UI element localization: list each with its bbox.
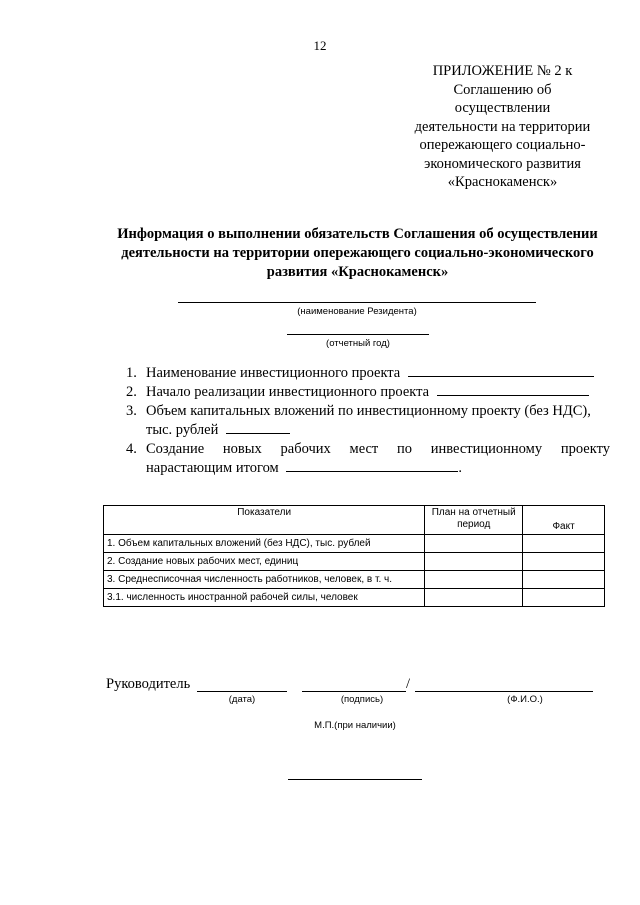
signature-separator: / <box>406 676 411 692</box>
appendix-line: опережающего социально- <box>419 137 586 153</box>
item-text: тыс. рублей <box>146 422 219 438</box>
document-title <box>100 225 615 282</box>
item-word: инвестиционному <box>430 441 543 457</box>
indicator-name: 2. Создание новых рабочих мест, единиц <box>104 553 425 571</box>
fact-cell[interactable] <box>523 571 605 589</box>
date-line <box>197 691 287 692</box>
item-number: 3. <box>126 403 137 419</box>
item-text: Объем капитальных вложений по инвестиционному проекту (без НДС), <box>146 403 591 419</box>
list-item <box>110 440 610 478</box>
title-line: Информация о выполнении обязательств Соглашения об осуществлении <box>117 226 598 242</box>
indicator-name: 1. Объем капитальных вложений (без НДС), тыс. рублей <box>104 535 425 553</box>
project-start-blank <box>437 383 589 396</box>
resident-caption: (наименование Резидента) <box>297 306 417 317</box>
plan-cell[interactable] <box>425 553 523 571</box>
appendix-line: осуществлении <box>454 100 551 116</box>
item-number: 1. <box>126 365 137 381</box>
appendix-line: «Краснокаменск» <box>447 174 558 190</box>
plan-cell[interactable] <box>425 535 523 553</box>
header-indicators: Показатели <box>104 506 425 535</box>
item-word: проекту <box>560 441 610 457</box>
name-caption: (Ф.И.О.) <box>507 694 543 705</box>
table-row <box>104 589 605 607</box>
fact-cell[interactable] <box>523 553 605 571</box>
date-caption: (дата) <box>228 694 256 705</box>
fact-cell[interactable] <box>523 589 605 607</box>
list-item <box>110 402 610 440</box>
project-name-blank <box>408 364 594 377</box>
capital-investment-blank <box>226 421 290 434</box>
reporting-year-caption: (отчетный год) <box>326 338 390 349</box>
item-number: 4. <box>126 441 137 457</box>
header-fact: Факт <box>523 506 605 535</box>
signature-line <box>302 691 406 692</box>
fact-cell[interactable] <box>523 535 605 553</box>
item-number: 2. <box>126 384 137 400</box>
list-item <box>110 364 610 383</box>
table-header-row <box>104 506 605 535</box>
full-name-line <box>415 691 593 692</box>
table-row <box>104 535 605 553</box>
item-text: Наименование инвестиционного проекта <box>146 365 401 381</box>
resident-name-line <box>178 302 536 303</box>
table-row <box>104 571 605 589</box>
appendix-header <box>400 62 605 192</box>
bottom-line <box>288 779 422 780</box>
plan-cell[interactable] <box>425 589 523 607</box>
item-word: по <box>397 441 413 457</box>
title-line: деятельности на территории опережающего социально-экономического <box>121 245 594 261</box>
title-line: развития «Краснокаменск» <box>266 264 449 280</box>
reporting-year-line <box>287 334 429 335</box>
appendix-line: ПРИЛОЖЕНИЕ № 2 к <box>432 63 573 79</box>
appendix-line: экономического развития <box>424 155 581 172</box>
item-word: новых <box>222 441 262 457</box>
item-end-punct: . <box>458 460 462 476</box>
item-word: Создание <box>146 441 205 457</box>
item-word: рабочих <box>280 441 331 457</box>
sign-caption: (подпись) <box>340 694 384 705</box>
item-text: Начало реализации инвестиционного проекта <box>146 384 430 400</box>
appendix-line: деятельности на территории <box>414 118 591 135</box>
seal-caption: М.П.(при наличии) <box>314 720 396 731</box>
item-word: мест <box>349 441 379 457</box>
indicator-name: 3. Среднесписочная численность работников, человек, в т. ч. <box>104 571 425 589</box>
plan-cell[interactable] <box>425 571 523 589</box>
list-item <box>110 383 610 402</box>
signatory-label: Руководитель <box>106 676 191 692</box>
indicators-table <box>103 505 605 607</box>
project-info-list <box>110 364 610 478</box>
page-number: 12 <box>313 38 327 53</box>
header-plan: План на отчетный период <box>425 506 523 535</box>
appendix-line: Соглашению об <box>453 81 552 98</box>
new-jobs-blank <box>286 459 458 472</box>
indicator-name: 3.1. численность иностранной рабочей силы, человек <box>104 589 425 607</box>
table-row <box>104 553 605 571</box>
item-text: нарастающим итогом <box>146 460 279 476</box>
